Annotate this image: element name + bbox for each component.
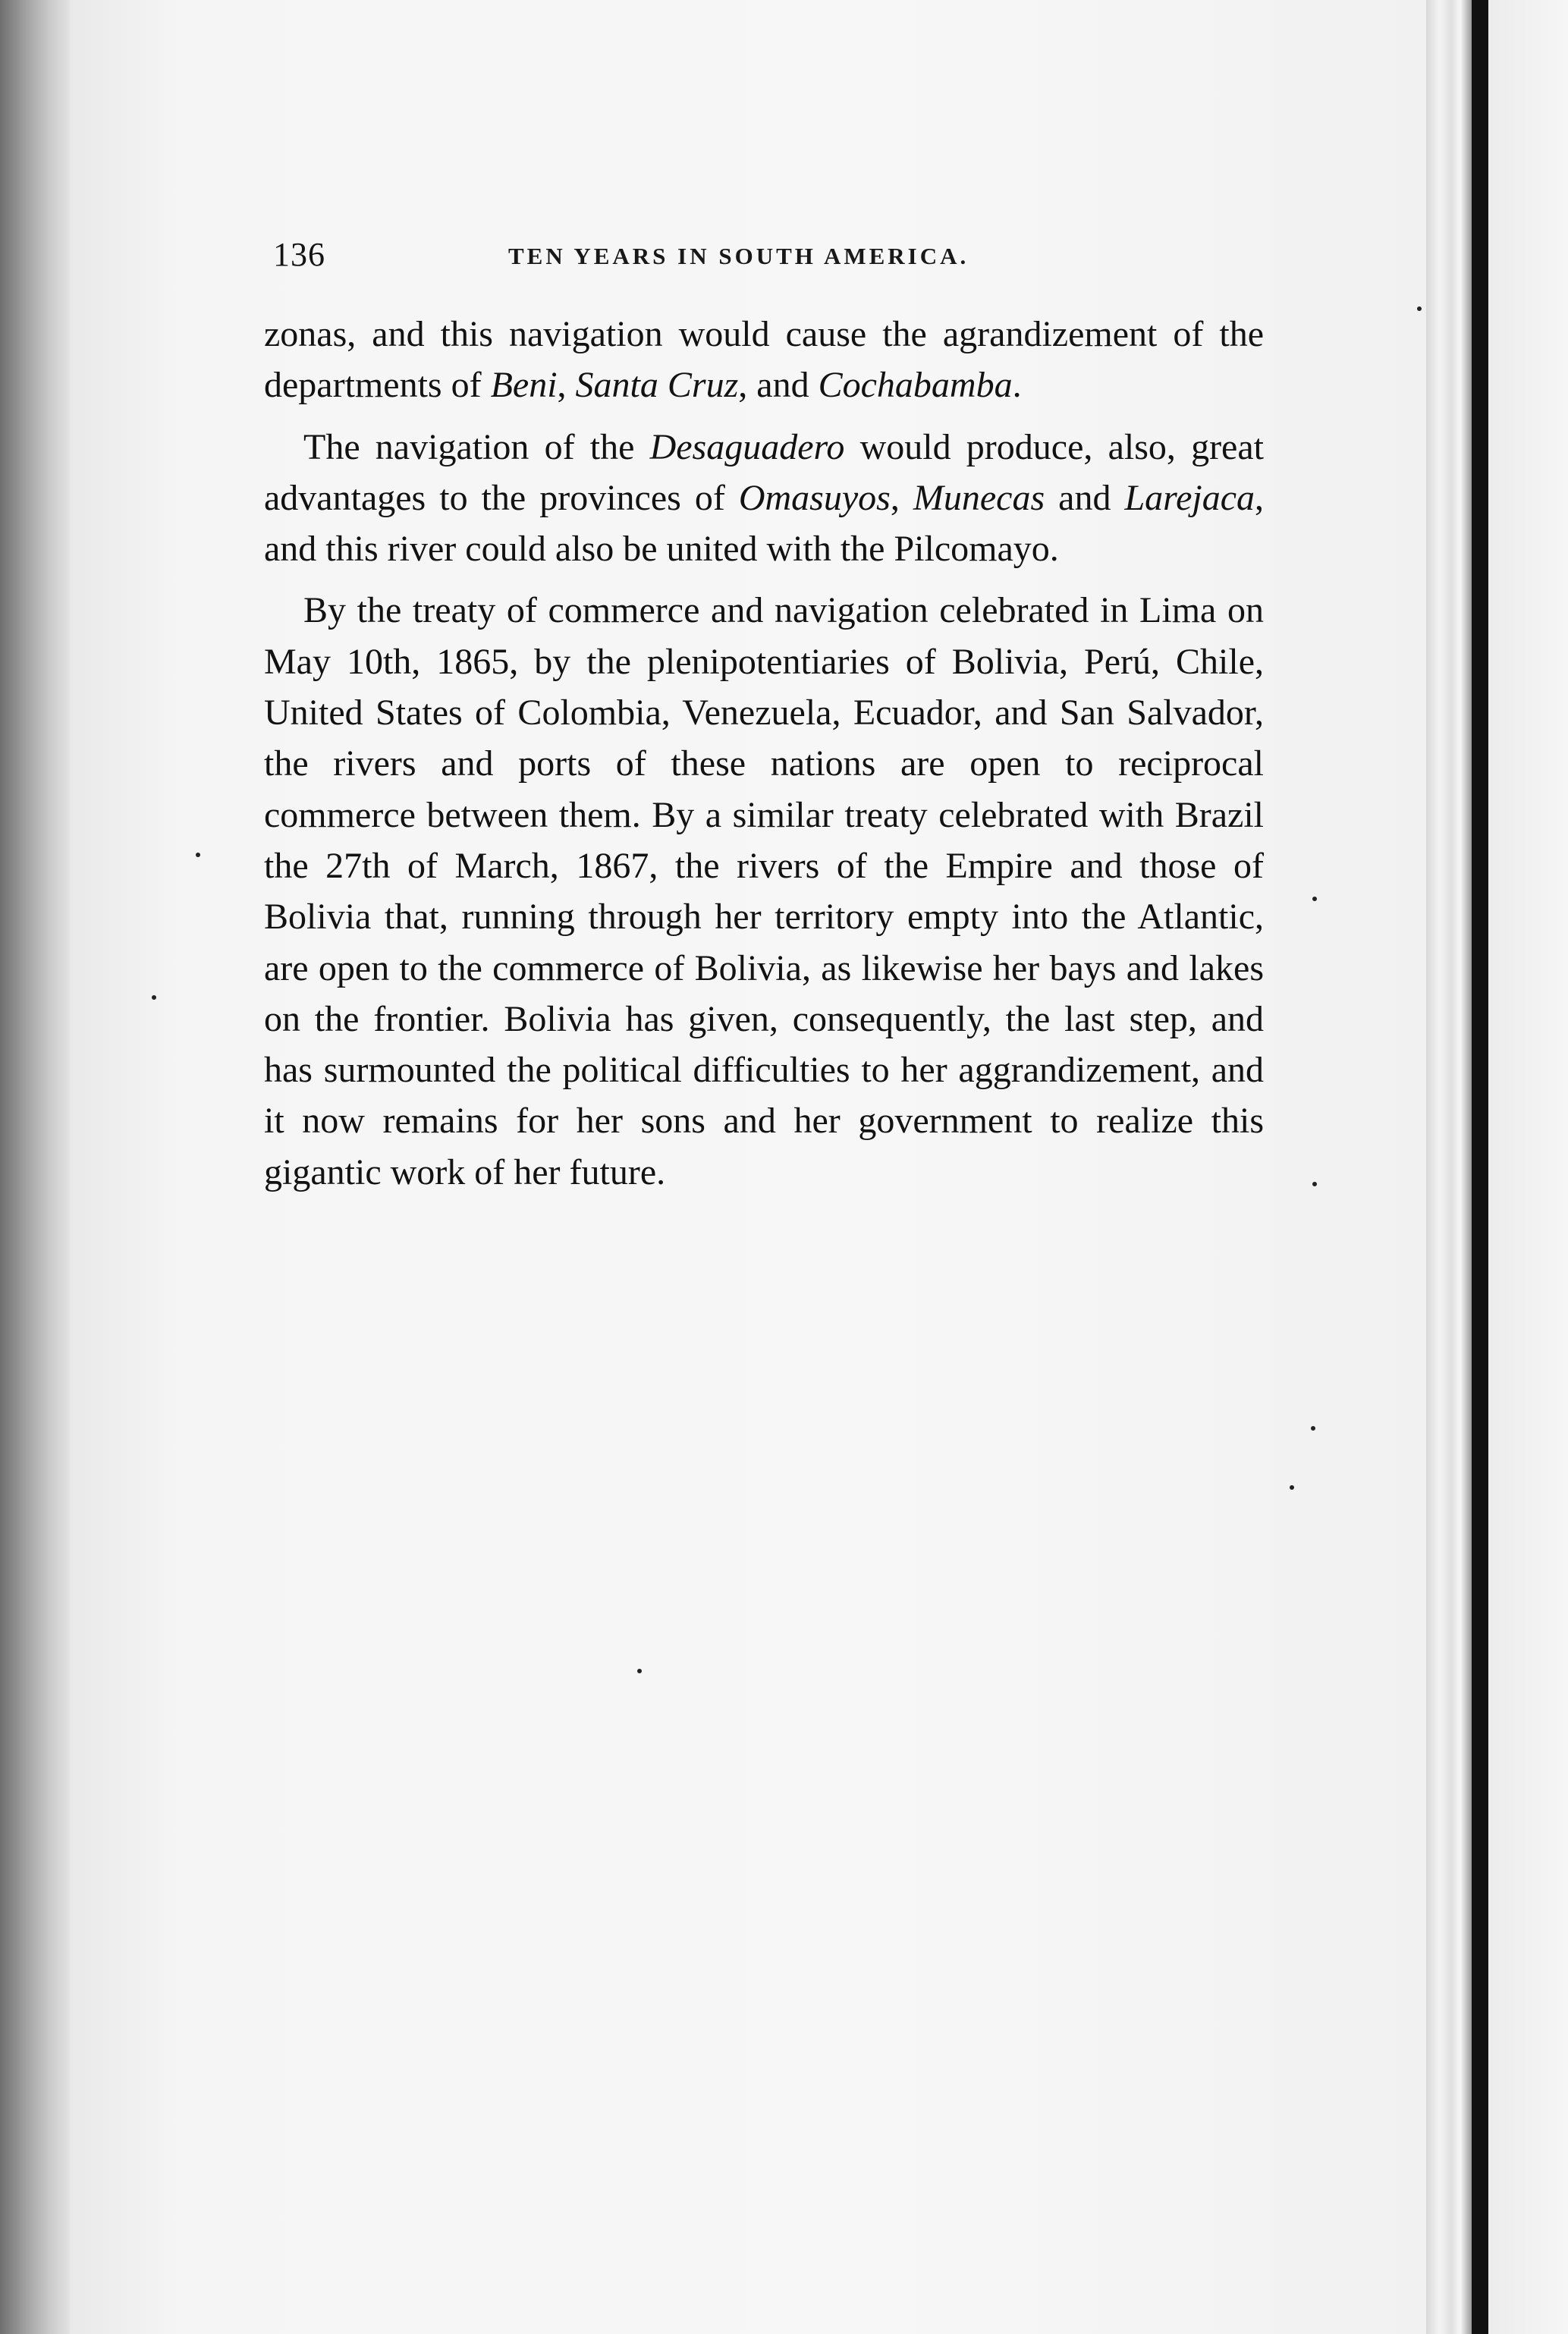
- paragraph-1: [264, 309, 1264, 411]
- paragraph-3: [264, 585, 1264, 1198]
- text-span: .: [1012, 365, 1022, 406]
- print-speck: [1312, 1182, 1317, 1186]
- italic-place-name: Beni: [490, 365, 558, 406]
- text-span: and: [1045, 477, 1125, 518]
- facing-page-edge: [1488, 0, 1568, 2334]
- italic-place-name: Cochabamba: [818, 365, 1013, 406]
- italic-place-name: Omasuyos: [738, 477, 891, 518]
- print-speck: [196, 853, 200, 857]
- italic-place-name: Desaguadero: [649, 426, 845, 467]
- book-binding-edge: [0, 0, 70, 2334]
- print-speck: [637, 1669, 642, 1673]
- text-span: , and this river could also be united with the Pilcomayo.: [264, 477, 1265, 570]
- running-title: TEN YEARS IN SOUTH AMERICA.: [508, 243, 969, 269]
- body-text: [264, 309, 1264, 1208]
- italic-place-name: Munecas: [913, 477, 1045, 518]
- text-span: zonas, and this navigation would cause the agrandizement of the departments of: [264, 314, 1264, 406]
- gutter-shadow: [1472, 0, 1488, 2334]
- text-span: , and: [738, 365, 819, 406]
- text-span: By the treaty of commerce and navigation celebrated in Lima on May 10th, 1865, by the plenipotentiaries of Bolivia, Perú, Chile, United States of Colombia, Venezuela, Ecuador, and San Salvador, the rivers and ports of these nations are open to reciprocal commerce between them. By a similar treaty celebrated with Brazil the 27th of March, 1867, the rivers of the Empire and those of Bolivia that, running through her territory empty into the Atlantic, are open to the commerce of Bolivia, as likewise her bays and lakes on the frontier. Bolivia has given, consequently, the last step, and has surmounted the political difficulties to her aggrandizement, and it now remains for her sons and her government to realize this gigantic work of her future.: [264, 590, 1264, 1192]
- text-span: The navigation of the: [303, 426, 650, 467]
- italic-place-name: Larejaca: [1124, 477, 1255, 518]
- italic-place-name: Santa Cruz: [575, 365, 739, 406]
- text-span: ,: [557, 365, 576, 406]
- page-number: 136: [273, 236, 325, 273]
- print-speck: [1312, 897, 1317, 901]
- paragraph-2: [264, 422, 1264, 575]
- text-span: ,: [890, 477, 913, 518]
- page-stack-edge: [1426, 0, 1472, 2334]
- text-span: would produce, also, great advantages to the provinces of: [264, 426, 1264, 518]
- print-speck: [152, 995, 156, 1000]
- print-speck: [1290, 1485, 1294, 1490]
- running-header: [273, 235, 1282, 281]
- print-speck: [1417, 306, 1422, 311]
- print-speck: [1311, 1426, 1315, 1431]
